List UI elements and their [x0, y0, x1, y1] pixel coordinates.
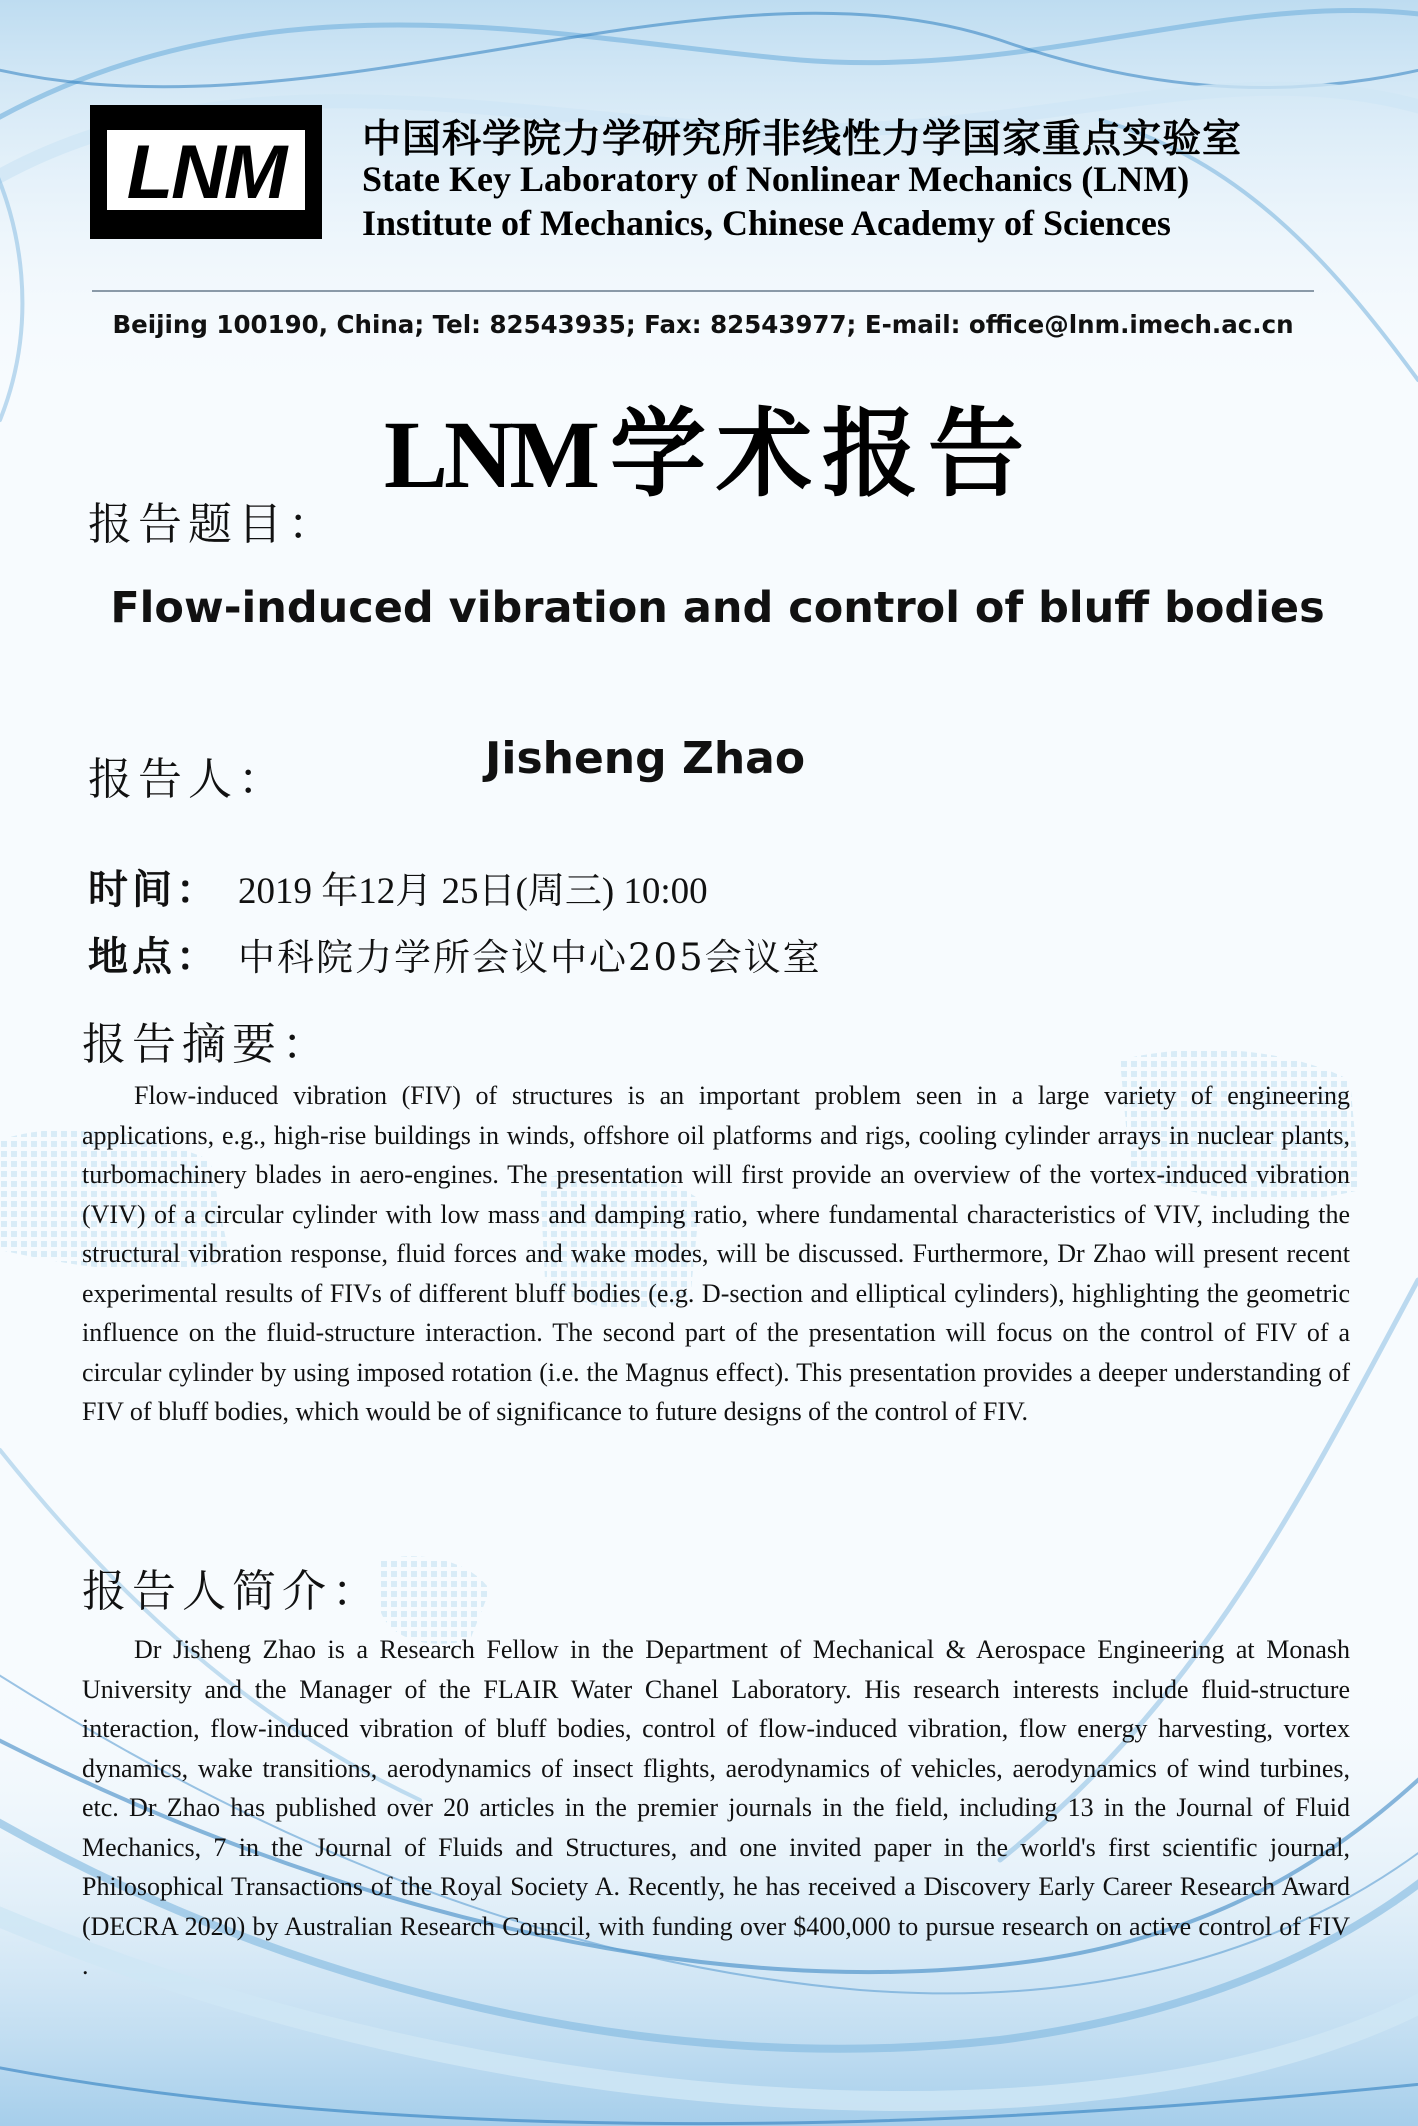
time-value: 2019 年12月 25日(周三) 10:00 — [238, 871, 708, 912]
time-label: 时间： — [88, 866, 220, 913]
place-value: 中科院力学所会议中心205会议室 — [238, 936, 822, 979]
bio-label: 报告人简介： — [82, 1566, 382, 1617]
institution-name-cn: 中国科学院力学研究所非线性力学国家重点实验室 — [362, 117, 1243, 162]
bio-section — [82, 1630, 1350, 1986]
place-row — [88, 925, 822, 982]
contact-info: Beijing 100190, China; Tel: 82543935; Fax: 82543977; E-mail: office@lnm.imech.ac.cn — [112, 310, 1294, 339]
abstract-label: 报告摘要： — [82, 1019, 332, 1070]
speaker-name: Jisheng Zhao — [485, 733, 806, 784]
bio-text: Dr Jisheng Zhao is a Research Fellow in the Department of Mechanical & Aerospace Engineering at Monash University and the Manager of the FLAIR Water Chanel Laboratory. His research interests include fluid-structure interaction, flow-induced vibration of bluff bodies, control of flow-induced vibration, flow energy harvesting, vortex dynamics, wake transitions, aerodynamics of insect flights, aerodynamics of vehicles, aerodynamics of wind turbines, etc. Dr Zhao has published over 20 articles in the premier journals in the field, including 13 in the Journal of Fluid Mechanics, 7 in the Journal of Fluids and Structures, and one invited paper in the world's first scientific journal, Philosophical Transactions of the Royal Society A. Recently, he has received a Discovery Early Career Research Award (DECRA 2020) by Australian Research Council, with funding over $400,000 to pursue research on active control of FIV . — [82, 1635, 1350, 1980]
topic-label: 报告题目： — [88, 499, 338, 550]
speaker-label: 报告人： — [88, 754, 288, 805]
lnm-logo — [90, 105, 322, 239]
institution-name-en-line2: Institute of Mechanics, Chinese Academy of Sciences — [362, 203, 1171, 243]
lnm-logo-mark — [101, 122, 311, 222]
institution-name-en-line1: State Key Laboratory of Nonlinear Mechanics (LNM) — [362, 159, 1190, 199]
time-row — [88, 858, 708, 915]
poster-title-cn: 学术报告 — [609, 397, 1034, 510]
abstract-text: Flow-induced vibration (FIV) of structures is an important problem seen in a large variety of engineering applications, e.g., high-rise buildings in winds, offshore oil platforms and rigs, cooling cylinder arrays in nuclear plants, turbomachinery blades in aero-engines. The presentation will first provide an overview of the vortex-induced vibration (VIV) of a circular cylinder with low mass and damping ratio, where fundamental characteristics of VIV, including the structural vibration response, fluid forces and wake modes, will be discussed. Furthermore, Dr Zhao will present recent experimental results of FIVs of different bluff bodies (e.g. D-section and elliptical cylinders), highlighting the geometric influence on the fluid-structure interaction. The second part of the presentation will focus on the control of FIV of a circular cylinder by using imposed rotation (i.e. the Magnus effect). This presentation provides a deeper understanding of FIV of bluff bodies, which would be of significance to future designs of the control of FIV. — [82, 1081, 1350, 1426]
abstract-section — [82, 1076, 1350, 1432]
header-divider — [92, 290, 1314, 292]
logo-text: LNM — [126, 130, 286, 215]
place-label: 地点： — [88, 933, 220, 980]
poster-title-en: LNM — [384, 401, 596, 508]
talk-title: Flow-induced vibration and control of bluff bodies — [110, 583, 1325, 633]
